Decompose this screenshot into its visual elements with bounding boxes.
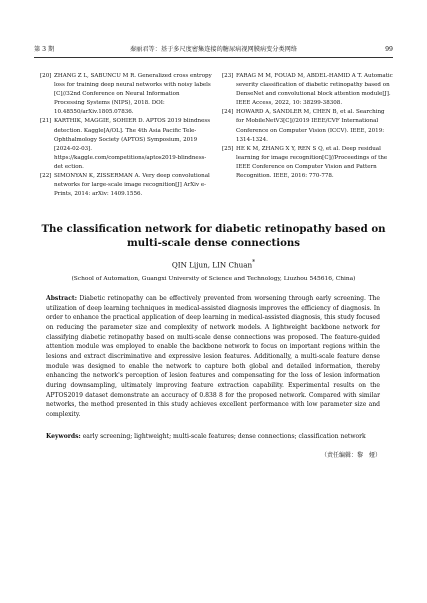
- abstract: [46, 294, 380, 420]
- running-title: 秦丽君等：基于多尺度密集连接的糖尿病视网膜病变分类网络: [129, 46, 298, 53]
- reference-text: HOWARD A, SANDLER M, CHEN B, et al. Searching for MobileNetV3[C]//2019 IEEE/CVF International Conference on Computer Vision (ICCV). IEEE, 2019: 1314-1324.: [236, 109, 385, 143]
- abstract-label: Abstract:: [46, 295, 77, 302]
- abstract-text: Diabetic retinopathy can be effectively prevented from worsening through early screening. The utilization of deep learning techniques in medical-assisted diagnosis improves the efficiency of diagnosis. In order to enhance the practical application of deep learning in medical-assisted diagnosis, this study focused on reducing the parameter size and complexity of network models. A lightweight backbone network for classifying diabetic retinopathy based on multi-scale dense connections was proposed. The feature-guided attention module was employed to enable the backbone network to focus on important regions within the lesions and extract discriminative and expressive lesion features. Additionally, a multi-scale feature dense module was designed to enable the network to capture both global and detailed information, thereby enhancing the network's perception of lesion features and compensating for the loss of lesion information during downsampling, ultimately improving feature extraction capability. Experimental results on the APTOS2019 dataset demonstrate an accuracy of 0.838 8 for the proposed network. Compared with similar networks, the method presented in this study achieves excellent performance with low parameter size and complexity.: [46, 295, 380, 418]
- paper-title: The classification network for diabetic retinopathy based on multi-scale dense connections: [41, 223, 386, 249]
- reference-number: [22]: [40, 173, 52, 180]
- editor-note: （责任编辑：黎 娅）: [320, 452, 381, 459]
- reference-list-left: [40, 72, 212, 199]
- page-number: 99: [385, 46, 393, 53]
- issue-number: 第 3 期: [34, 46, 55, 53]
- reference-item: [222, 108, 394, 144]
- header-rule: [34, 57, 393, 58]
- reference-number: [25]: [222, 145, 234, 152]
- authors: QIN Lijun, LIN Chuan: [171, 260, 253, 270]
- reference-list-right: [222, 72, 394, 181]
- reference-text: FARAG M M, FOUAD M, ABDEL-HAMID A T. Automatic severity classification of diabetic retinopathy based on DenseNet and convolutional block attention module[J]. IEEE Access, 2022, 10: 38299-38308.: [236, 73, 393, 107]
- reference-item: [40, 172, 212, 199]
- reference-text: SIMONYAN K, ZISSERMAN A. Very deep convolutional networks for large-scale image recognition[J] ArXiv e-Prints, 2014: arXiv: 1409.1556.: [54, 173, 210, 198]
- reference-item: [222, 145, 394, 181]
- reference-item: [40, 72, 212, 117]
- keywords-label: Keywords:: [46, 433, 81, 440]
- keywords-text: early screening; lightweight; multi-scale features; dense connections; classification network: [82, 433, 366, 440]
- reference-number: [21]: [40, 118, 52, 125]
- corresponding-author-mark: *: [252, 259, 256, 266]
- author-line: [34, 258, 393, 270]
- reference-text: KARTHIK, MAGGIE, SOHIER D. APTOS 2019 blindness detection. Kaggle[A/OL]. The 4th Asia Pacific Tele-Ophthalmology Society (APTOS) Symposium, 2019 [2024-02-03]. https://kaggle.com/competitions/aptos2019-blindness-det ection.: [54, 118, 211, 170]
- reference-number: [24]: [222, 109, 234, 116]
- reference-number: [23]: [222, 73, 234, 79]
- reference-text: ZHANG Z L, SABUNCU M R. Generalized cross entropy loss for training deep neural networks with noisy labels [C]//32nd Conference on Neural Information Processing Systems (NIPS), 2018. DOI: 10.48550/arXiv.1805.07836.: [54, 73, 212, 116]
- reference-item: [222, 72, 394, 108]
- running-header: [34, 44, 393, 56]
- affiliation: (School of Automation, Guangxi University of Science and Technology, Liuzhou 545616, China): [71, 276, 356, 282]
- keywords: [46, 432, 380, 441]
- reference-item: [40, 117, 212, 172]
- reference-text: HE K M, ZHANG X Y, REN S Q, et al. Deep residual learning for image recognition[C]//Proceedings of the IEEE Conference on Computer Vision and Pattern Recognition. IEEE, 2016: 770-778.: [236, 145, 388, 180]
- reference-number: [20]: [40, 73, 52, 79]
